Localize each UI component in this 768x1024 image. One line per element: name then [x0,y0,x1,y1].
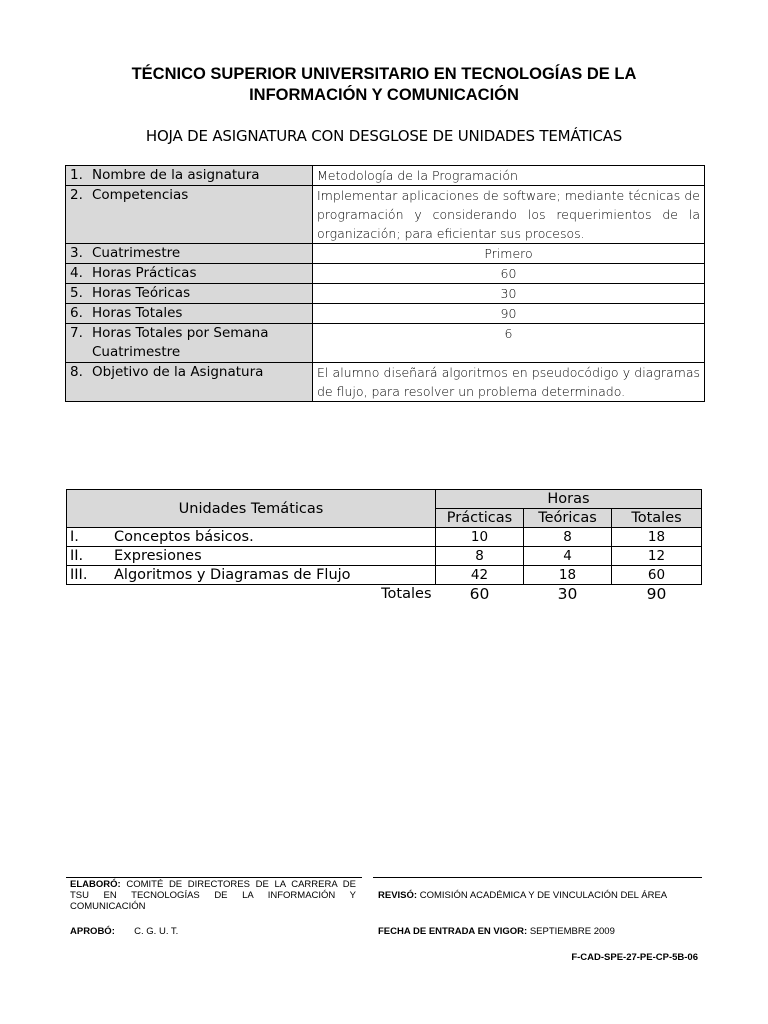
info-row-name [66,166,705,186]
total-teoricas: 30 [557,585,578,603]
info-row-horas-semana [66,324,705,363]
units-table [66,489,702,603]
cell-totales: 18 [612,528,702,547]
row-number: 4. [70,265,83,281]
info-row-horas-teoricas [66,284,705,304]
totals-row [67,585,702,604]
row-number: 3. [70,245,83,261]
header-teoricas: Teóricas [524,509,612,528]
unit-number: III. [70,567,88,583]
signature-line-reviso [373,877,702,878]
row-number: 5. [70,285,83,301]
cell-practicas: 10 [436,528,524,547]
document-code: F-CAD-SPE-27-PE-CP-5B-06 [571,952,698,963]
row-label: Nombre de la asignatura [92,167,260,183]
row-label: Horas Teóricas [92,285,191,301]
elaboro-text: COMITÉ DE DIRECTORES DE LA CARRERA DE TSU EN TECNOLOGÍAS DE LA INFORMACIÓN Y COMUNICACIÓN [70,879,356,912]
row-number: 8. [70,364,83,380]
vigor-label: FECHA DE ENTRADA EN VIGOR: [378,926,528,937]
info-row-objetivo [66,363,705,402]
row-label: Horas Prácticas [92,265,197,281]
document-title [60,64,708,106]
aprobo-text: C. G. U. T. [134,926,179,937]
cell-teoricas: 18 [524,566,612,585]
row-label: Horas Totales [92,305,183,321]
table-row [67,547,702,566]
footer-vigor [378,926,615,937]
totals-label: Totales [381,586,432,602]
unit-name: Expresiones [114,548,202,564]
cell-totales: 60 [612,566,702,585]
row-number: 7. [70,325,83,341]
row-value: Metodología de la Programación [313,166,705,186]
row-number: 1. [70,167,83,183]
unit-number: I. [70,529,79,545]
row-label: Objetivo de la Asignatura [92,364,264,380]
info-row-competencias [66,186,705,244]
row-value: El alumno diseñará algoritmos en pseudocódigo y diagramas de flujo, para resolver un problema determinado. [313,363,705,402]
elaboro-label: ELABORÓ: [70,879,121,890]
header-totales: Totales [612,509,702,528]
footer-reviso [378,890,698,901]
row-label: Cuatrimestre [92,245,181,261]
footer-aprobo [70,926,178,937]
row-value: 6 [313,324,705,363]
row-number: 2. [70,187,83,203]
cell-teoricas: 4 [524,547,612,566]
footer-elaboro [70,879,356,912]
total-practicas: 60 [469,585,490,603]
aprobo-label: APROBÓ: [70,926,115,937]
row-value: Implementar aplicaciones de software; mediante técnicas de programación y considerando los requerimientos de la organización; para eficientar sus procesos. [313,186,705,244]
subject-info-table [65,165,705,402]
unit-number: II. [70,548,84,564]
row-value: Primero [313,244,705,264]
vigor-text: SEPTIEMBRE 2009 [529,926,615,937]
title-line-2: INFORMACIÓN Y COMUNICACIÓN [249,86,519,104]
cell-teoricas: 8 [524,528,612,547]
row-value: 30 [313,284,705,304]
row-label: Horas Totales por Semana Cuatrimestre [92,325,269,360]
header-practicas: Prácticas [436,509,524,528]
row-label: Competencias [92,187,189,203]
unit-name: Conceptos básicos. [114,529,254,545]
cell-practicas: 8 [436,547,524,566]
table-row [67,566,702,585]
row-value: 60 [313,264,705,284]
header-hours: Horas [436,490,702,509]
reviso-label: REVISÓ: [378,890,418,901]
unit-name: Algoritmos y Diagramas de Flujo [114,567,351,583]
title-line-1: TÉCNICO SUPERIOR UNIVERSITARIO EN TECNOLOGÍAS DE LA [131,65,637,83]
info-row-horas-practicas [66,264,705,284]
info-row-horas-totales [66,304,705,324]
row-value: 90 [313,304,705,324]
cell-totales: 12 [612,547,702,566]
header-units: Unidades Temáticas [67,490,436,528]
document-subtitle: HOJA DE ASIGNATURA CON DESGLOSE DE UNIDADES TEMÁTICAS [145,127,623,145]
signature-line-elaboro [66,877,362,878]
cell-practicas: 42 [436,566,524,585]
row-number: 6. [70,305,83,321]
table-row [67,528,702,547]
reviso-text: COMISIÓN ACADÉMICA Y DE VINCULACIÓN DEL ÁREA [419,890,668,901]
total-totales: 90 [646,585,667,603]
info-row-cuatrimestre [66,244,705,264]
